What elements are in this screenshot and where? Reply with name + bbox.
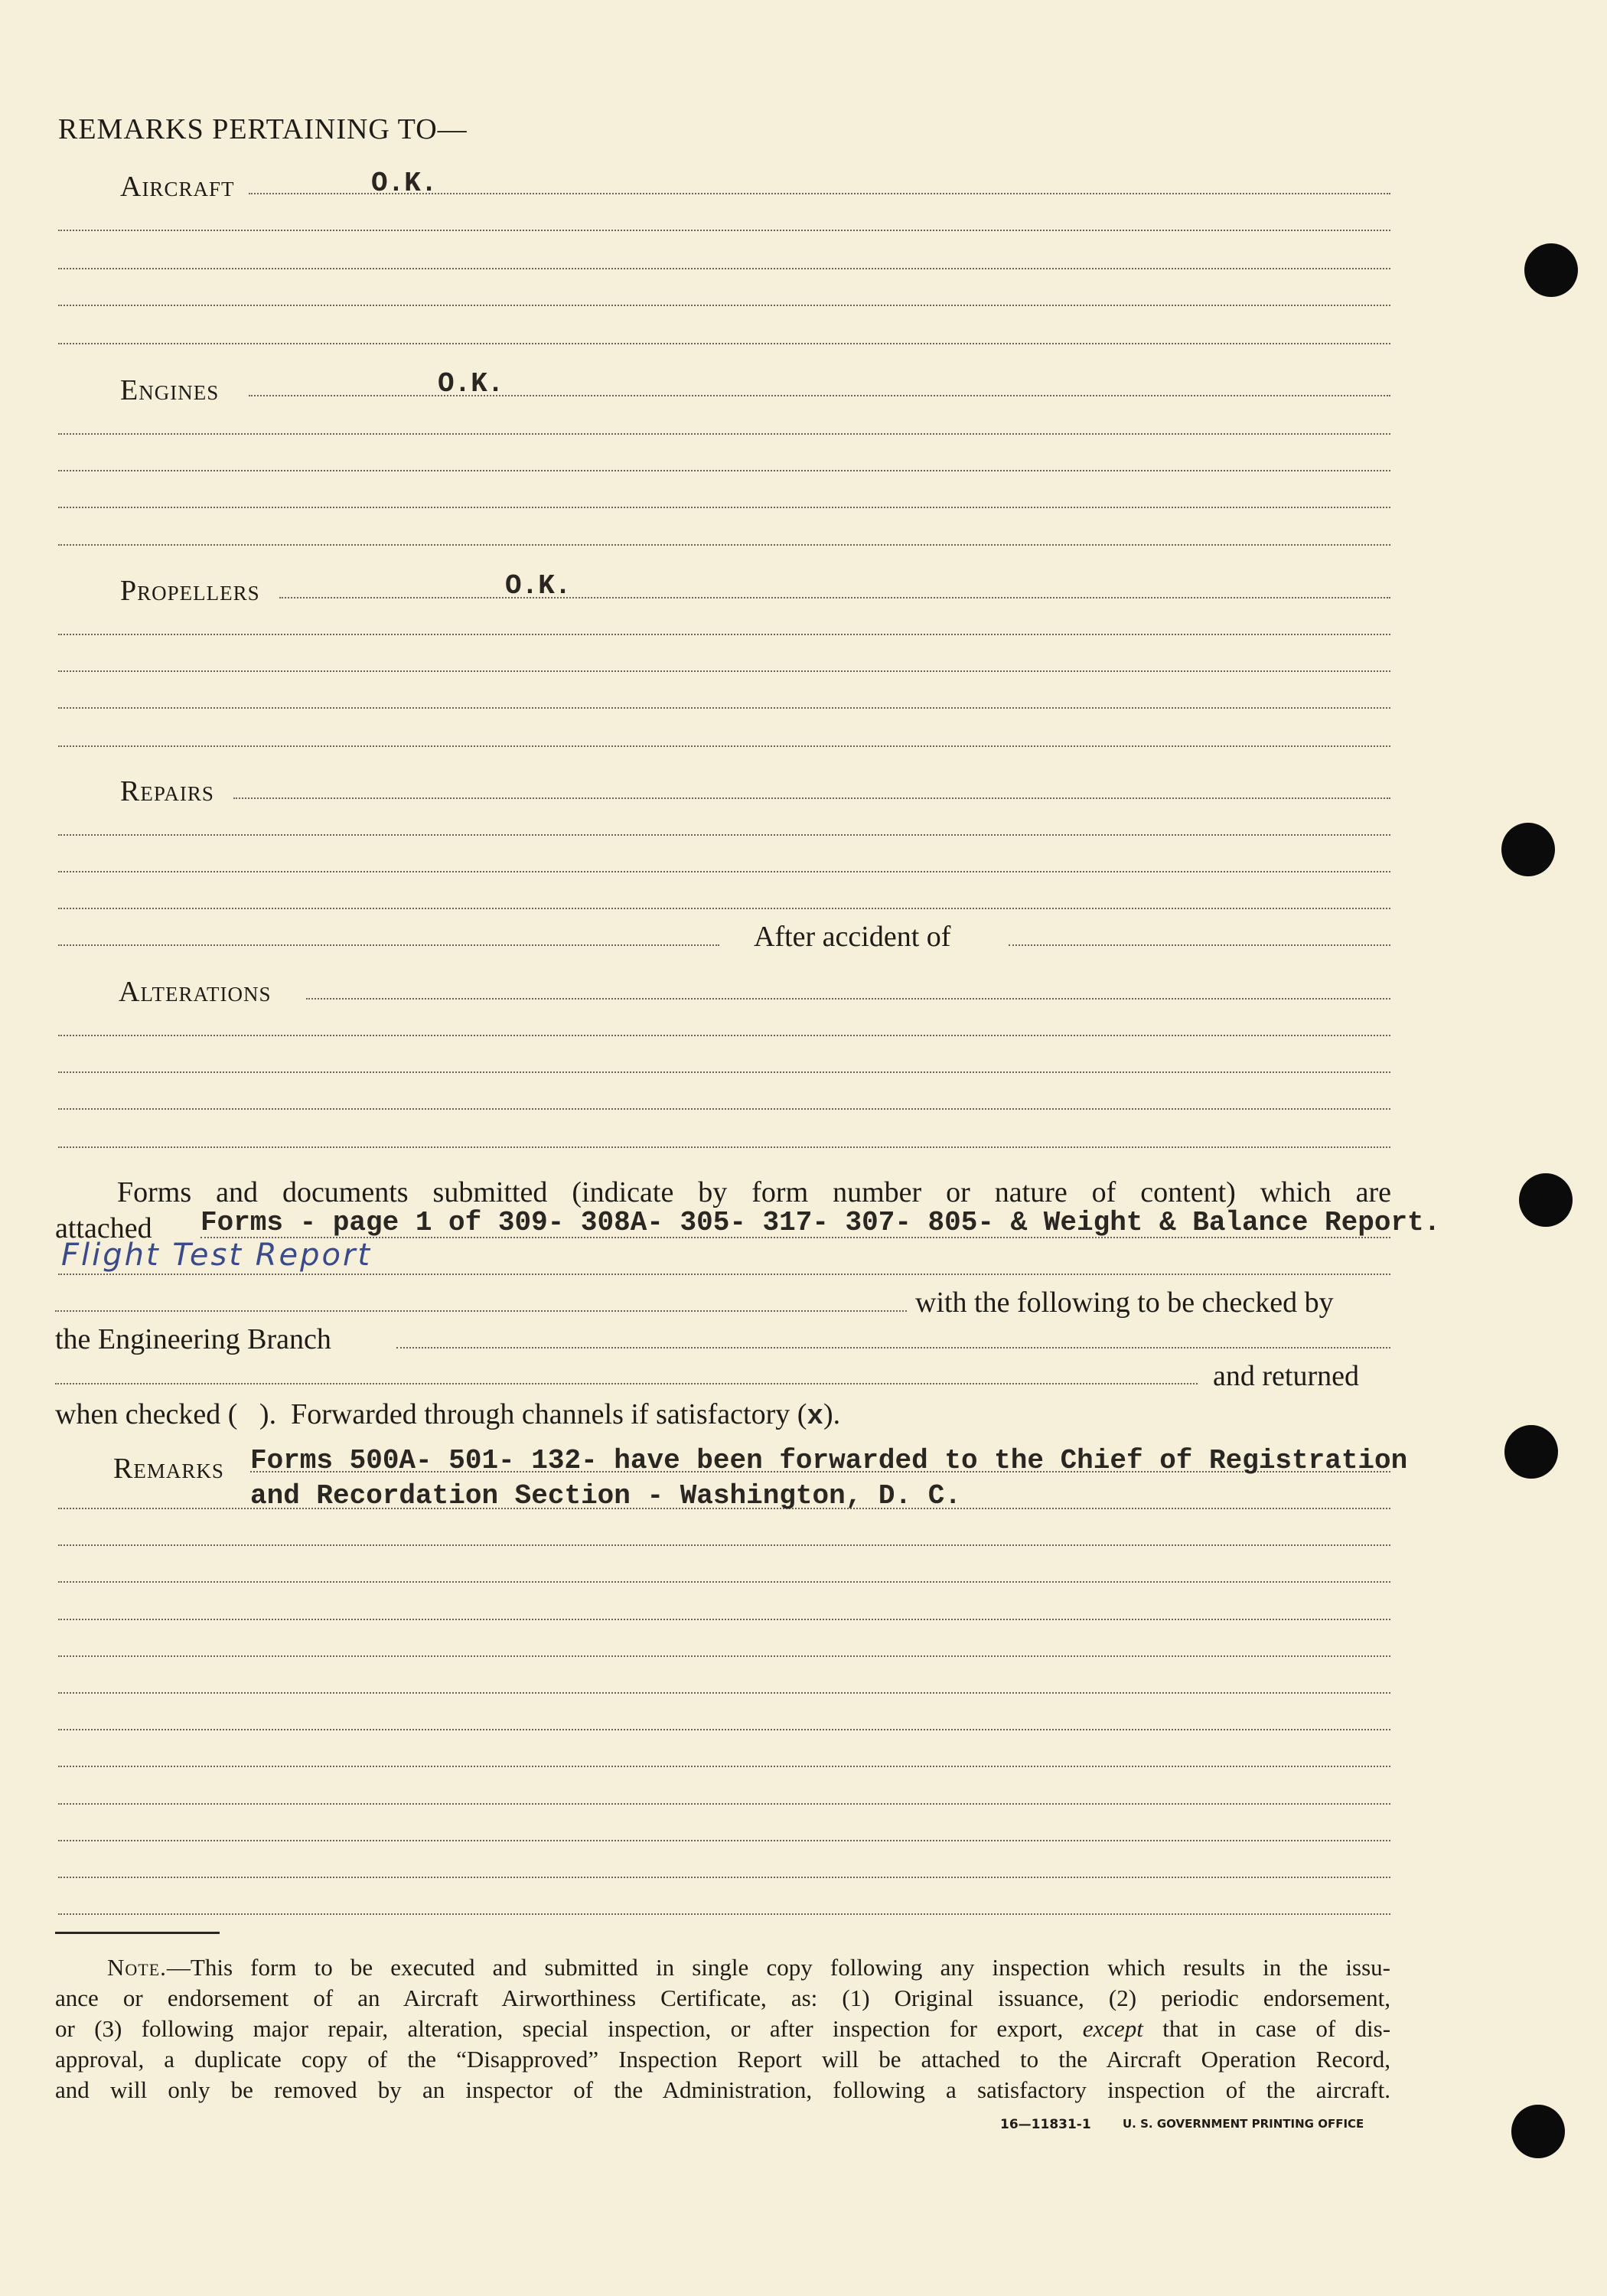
dotted-rule bbox=[58, 871, 1390, 872]
dotted-rule bbox=[58, 470, 1390, 471]
note-block bbox=[55, 1952, 1390, 2105]
note-lead: Note. bbox=[107, 1954, 167, 1981]
dotted-rule bbox=[55, 1310, 907, 1312]
dotted-rule bbox=[58, 1840, 1390, 1841]
checked-by-text: with the following to be checked by bbox=[915, 1287, 1334, 1319]
note-text: that in case of dis- bbox=[1162, 2015, 1391, 2042]
dotted-rule bbox=[58, 343, 1390, 344]
dotted-rule bbox=[58, 1581, 1390, 1583]
engines-label: Engines bbox=[120, 374, 220, 406]
punch-hole bbox=[1519, 1173, 1573, 1227]
remarks-label: Remarks bbox=[113, 1453, 224, 1485]
satisfactory-checkbox[interactable]: x bbox=[807, 1401, 823, 1432]
note-except: except bbox=[1082, 2015, 1143, 2042]
dotted-rule bbox=[58, 1877, 1390, 1878]
dotted-rule bbox=[58, 1108, 1390, 1110]
remarks-line-2[interactable]: and Recordation Section - Washington, D. C. bbox=[250, 1480, 961, 1512]
returned-text: and returned bbox=[1213, 1360, 1359, 1392]
aircraft-value[interactable]: O.K. bbox=[371, 168, 438, 199]
punch-hole bbox=[1501, 823, 1555, 876]
form-code: 16—11831-1 bbox=[1000, 2117, 1091, 2132]
dotted-rule bbox=[58, 433, 1390, 435]
attached-label: attached bbox=[55, 1212, 152, 1244]
aircraft-label: Aircraft bbox=[120, 171, 235, 203]
remarks-line-1[interactable]: Forms 500A- 501- 132- have been forwarded to the Chief of Registration bbox=[250, 1445, 1408, 1476]
note-divider bbox=[55, 1932, 220, 1934]
dotted-rule bbox=[58, 707, 1390, 709]
dotted-rule bbox=[58, 1035, 1390, 1036]
propellers-label: Propellers bbox=[120, 575, 260, 607]
printer-credit: U. S. GOVERNMENT PRINTING OFFICE bbox=[1123, 2117, 1364, 2131]
dotted-rule bbox=[58, 268, 1390, 269]
dotted-rule bbox=[58, 1619, 1390, 1620]
dotted-rule bbox=[306, 998, 1390, 1000]
note-line-5: and will only be removed by an inspector of the Administration, following a satisfactory inspection of the aircraft. bbox=[55, 2076, 1390, 2103]
dotted-rule bbox=[396, 1347, 1390, 1349]
dotted-rule bbox=[58, 944, 719, 946]
dotted-rule bbox=[58, 834, 1390, 836]
dotted-rule bbox=[58, 908, 1390, 909]
engineering-branch-text: the Engineering Branch bbox=[55, 1323, 331, 1355]
when-checked-text bbox=[55, 1400, 840, 1430]
note-line-1 bbox=[55, 1952, 1390, 1983]
alterations-label: Alterations bbox=[119, 976, 272, 1008]
dotted-rule bbox=[58, 1692, 1390, 1694]
punch-hole bbox=[1504, 1425, 1558, 1479]
attached-value[interactable]: Forms - page 1 of 309- 308A- 305- 317- 307- 805- & Weight & Balance Report. bbox=[200, 1207, 1441, 1238]
engines-value[interactable]: O.K. bbox=[438, 368, 504, 400]
dotted-rule bbox=[233, 797, 1390, 799]
when-checked-close: ). bbox=[823, 1398, 841, 1430]
dotted-rule bbox=[58, 1766, 1390, 1767]
dotted-rule bbox=[58, 1913, 1390, 1915]
dotted-rule bbox=[249, 395, 1390, 396]
dotted-rule bbox=[58, 1071, 1390, 1073]
forms-intro: Forms and documents submitted (indicate by form number or nature of content) which are bbox=[117, 1176, 1391, 1208]
dotted-rule bbox=[58, 544, 1390, 546]
when-checked-label: when checked ( ). Forwarded through channels if satisfactory ( bbox=[55, 1398, 807, 1430]
note-text: or (3) following major repair, alteration, special inspection, or after inspection for export, bbox=[55, 2015, 1064, 2042]
form-heading: REMARKS PERTAINING TO— bbox=[58, 113, 468, 145]
dotted-rule bbox=[58, 1274, 1390, 1275]
propellers-value[interactable]: O.K. bbox=[505, 570, 572, 602]
dotted-rule bbox=[58, 1803, 1390, 1805]
note-line-2: ance or endorsement of an Aircraft Airworthiness Certificate, as: (1) Original issuance, (2) periodic endorsement, bbox=[55, 1985, 1390, 2011]
dotted-rule bbox=[58, 1544, 1390, 1546]
dotted-rule bbox=[58, 745, 1390, 747]
dotted-rule bbox=[58, 1655, 1390, 1657]
repairs-label: Repairs bbox=[120, 775, 214, 807]
handwritten-note: Flight Test Report bbox=[61, 1238, 373, 1273]
dotted-rule bbox=[279, 597, 1390, 598]
dotted-rule bbox=[58, 634, 1390, 635]
dotted-rule bbox=[58, 670, 1390, 672]
dotted-rule bbox=[58, 1729, 1390, 1730]
punch-hole bbox=[1511, 2105, 1565, 2158]
note-line-4: approval, a duplicate copy of the “Disapproved” Inspection Report will be attached to the Aircraft Operation Record, bbox=[55, 2046, 1390, 2073]
note-line-3 bbox=[55, 2014, 1390, 2044]
dotted-rule bbox=[58, 230, 1390, 231]
dotted-rule bbox=[1009, 944, 1390, 946]
after-accident-label: After accident of bbox=[754, 921, 951, 953]
dotted-rule bbox=[58, 1146, 1390, 1148]
dotted-rule bbox=[58, 507, 1390, 508]
dotted-rule bbox=[58, 305, 1390, 306]
punch-hole bbox=[1524, 243, 1578, 297]
dotted-rule bbox=[55, 1383, 1198, 1384]
note-text: —This form to be executed and submitted in single copy following any inspection which results in the issu- bbox=[166, 1954, 1390, 1981]
